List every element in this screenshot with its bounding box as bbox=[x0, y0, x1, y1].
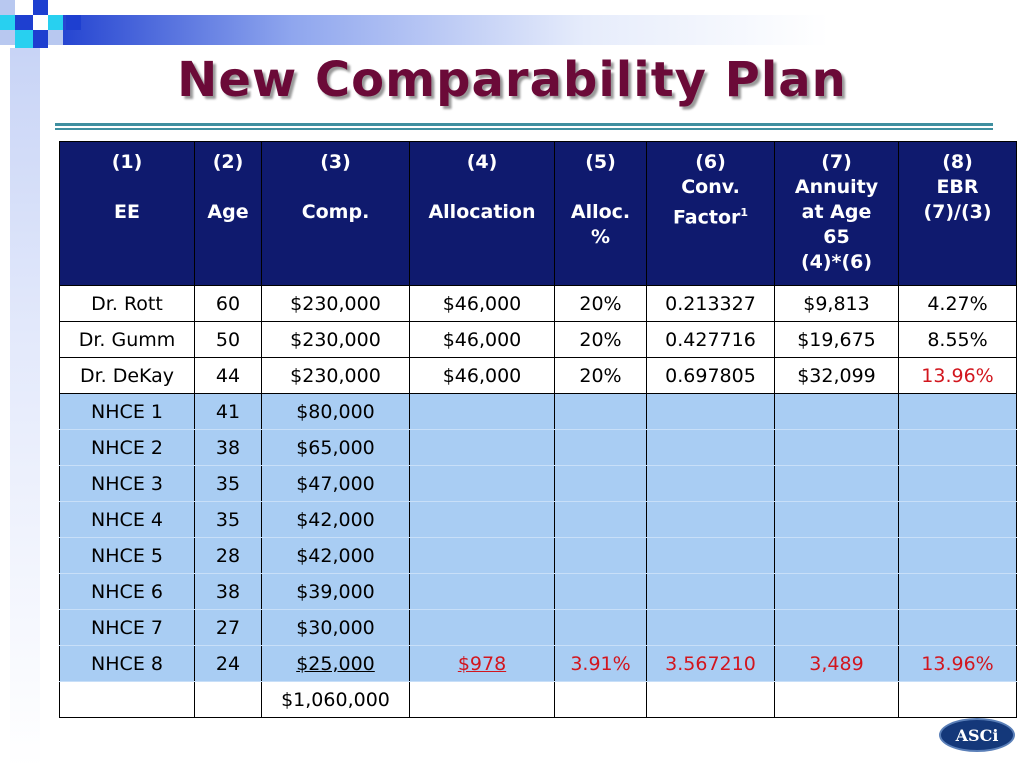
table-row bbox=[60, 322, 1017, 358]
cell-comp: $42,000 bbox=[262, 502, 410, 538]
cell-ebr: 4.27% bbox=[899, 286, 1017, 322]
header-ee: (1) EE bbox=[60, 142, 195, 286]
cell-comp: $230,000 bbox=[262, 322, 410, 358]
cell-annuity: $32,099 bbox=[775, 358, 899, 394]
cell-comp: $30,000 bbox=[262, 610, 410, 646]
title-divider-line bbox=[55, 128, 993, 130]
cell-comp: $230,000 bbox=[262, 358, 410, 394]
header-ebr: (8) EBR (7)/(3) bbox=[899, 142, 1017, 286]
cell-comp: $80,000 bbox=[262, 394, 410, 430]
comparability-table bbox=[59, 141, 1017, 718]
cell-age: 27 bbox=[195, 610, 262, 646]
cell-ee: Dr. Gumm bbox=[60, 322, 195, 358]
cell-annuity: $9,813 bbox=[775, 286, 899, 322]
header-conv-factor: (6) Conv. Factor$^1$ bbox=[647, 142, 775, 286]
cell-ee: NHCE 2 bbox=[60, 430, 195, 466]
table-row bbox=[60, 574, 1017, 610]
table-row bbox=[60, 358, 1017, 394]
cell-ee: NHCE 4 bbox=[60, 502, 195, 538]
cell-allocation: $46,000 bbox=[410, 286, 555, 322]
total-row bbox=[60, 682, 1017, 718]
cell-comp: $25,000 bbox=[262, 646, 410, 682]
table-row bbox=[60, 646, 1017, 682]
title-divider-line bbox=[55, 123, 993, 126]
table-row bbox=[60, 610, 1017, 646]
cell-age: 35 bbox=[195, 466, 262, 502]
cell-ebr: 8.55% bbox=[899, 322, 1017, 358]
cell-age: 41 bbox=[195, 394, 262, 430]
cell-comp: $42,000 bbox=[262, 538, 410, 574]
cell-conv-factor: 3.567210 bbox=[647, 646, 775, 682]
cell-alloc-pct: 3.91% bbox=[555, 646, 647, 682]
header-age: (2) Age bbox=[195, 142, 262, 286]
cell-alloc-pct: 20% bbox=[555, 358, 647, 394]
cell-ebr: 13.96% bbox=[899, 646, 1017, 682]
cell-alloc-pct: 20% bbox=[555, 322, 647, 358]
cell-ee: NHCE 1 bbox=[60, 394, 195, 430]
cell-age: 28 bbox=[195, 538, 262, 574]
cell-ee: Dr. Rott bbox=[60, 286, 195, 322]
top-gradient-band bbox=[48, 15, 1024, 45]
cell-conv-factor: 0.213327 bbox=[647, 286, 775, 322]
cell-ee: NHCE 6 bbox=[60, 574, 195, 610]
left-gradient-band bbox=[10, 48, 40, 768]
table-row bbox=[60, 538, 1017, 574]
header-annuity: (7) Annuity at Age 65 (4)*(6) bbox=[775, 142, 899, 286]
cell-comp: $65,000 bbox=[262, 430, 410, 466]
cell-annuity: 3,489 bbox=[775, 646, 899, 682]
cell-comp: $47,000 bbox=[262, 466, 410, 502]
asci-logo: ASCi bbox=[939, 718, 1015, 752]
cell-conv-factor: 0.697805 bbox=[647, 358, 775, 394]
cell-allocation: $46,000 bbox=[410, 358, 555, 394]
cell-total-comp: $1,060,000 bbox=[262, 682, 410, 718]
header-alloc-pct: (5) Alloc. % bbox=[555, 142, 647, 286]
cell-allocation: $46,000 bbox=[410, 322, 555, 358]
slide-title: New Comparability Plan bbox=[177, 52, 847, 108]
cell-comp: $230,000 bbox=[262, 286, 410, 322]
cell-ee: NHCE 5 bbox=[60, 538, 195, 574]
table-row bbox=[60, 466, 1017, 502]
cell-comp: $39,000 bbox=[262, 574, 410, 610]
cell-ee: Dr. DeKay bbox=[60, 358, 195, 394]
cell-age: 60 bbox=[195, 286, 262, 322]
cell-ebr: 13.96% bbox=[899, 358, 1017, 394]
cell-age: 35 bbox=[195, 502, 262, 538]
cell-conv-factor: 0.427716 bbox=[647, 322, 775, 358]
table-row bbox=[60, 394, 1017, 430]
header-comp: (3) Comp. bbox=[262, 142, 410, 286]
cell-ee: NHCE 8 bbox=[60, 646, 195, 682]
table-row bbox=[60, 430, 1017, 466]
cell-annuity: $19,675 bbox=[775, 322, 899, 358]
cell-age: 38 bbox=[195, 574, 262, 610]
cell-alloc-pct: 20% bbox=[555, 286, 647, 322]
cell-allocation: $978 bbox=[410, 646, 555, 682]
cell-age: 24 bbox=[195, 646, 262, 682]
table-row bbox=[60, 286, 1017, 322]
cell-age: 50 bbox=[195, 322, 262, 358]
table-row bbox=[60, 502, 1017, 538]
cell-ee: NHCE 7 bbox=[60, 610, 195, 646]
table-header-row bbox=[60, 142, 1017, 286]
header-allocation: (4) Allocation bbox=[410, 142, 555, 286]
cell-age: 38 bbox=[195, 430, 262, 466]
cell-age: 44 bbox=[195, 358, 262, 394]
cell-ee: NHCE 3 bbox=[60, 466, 195, 502]
